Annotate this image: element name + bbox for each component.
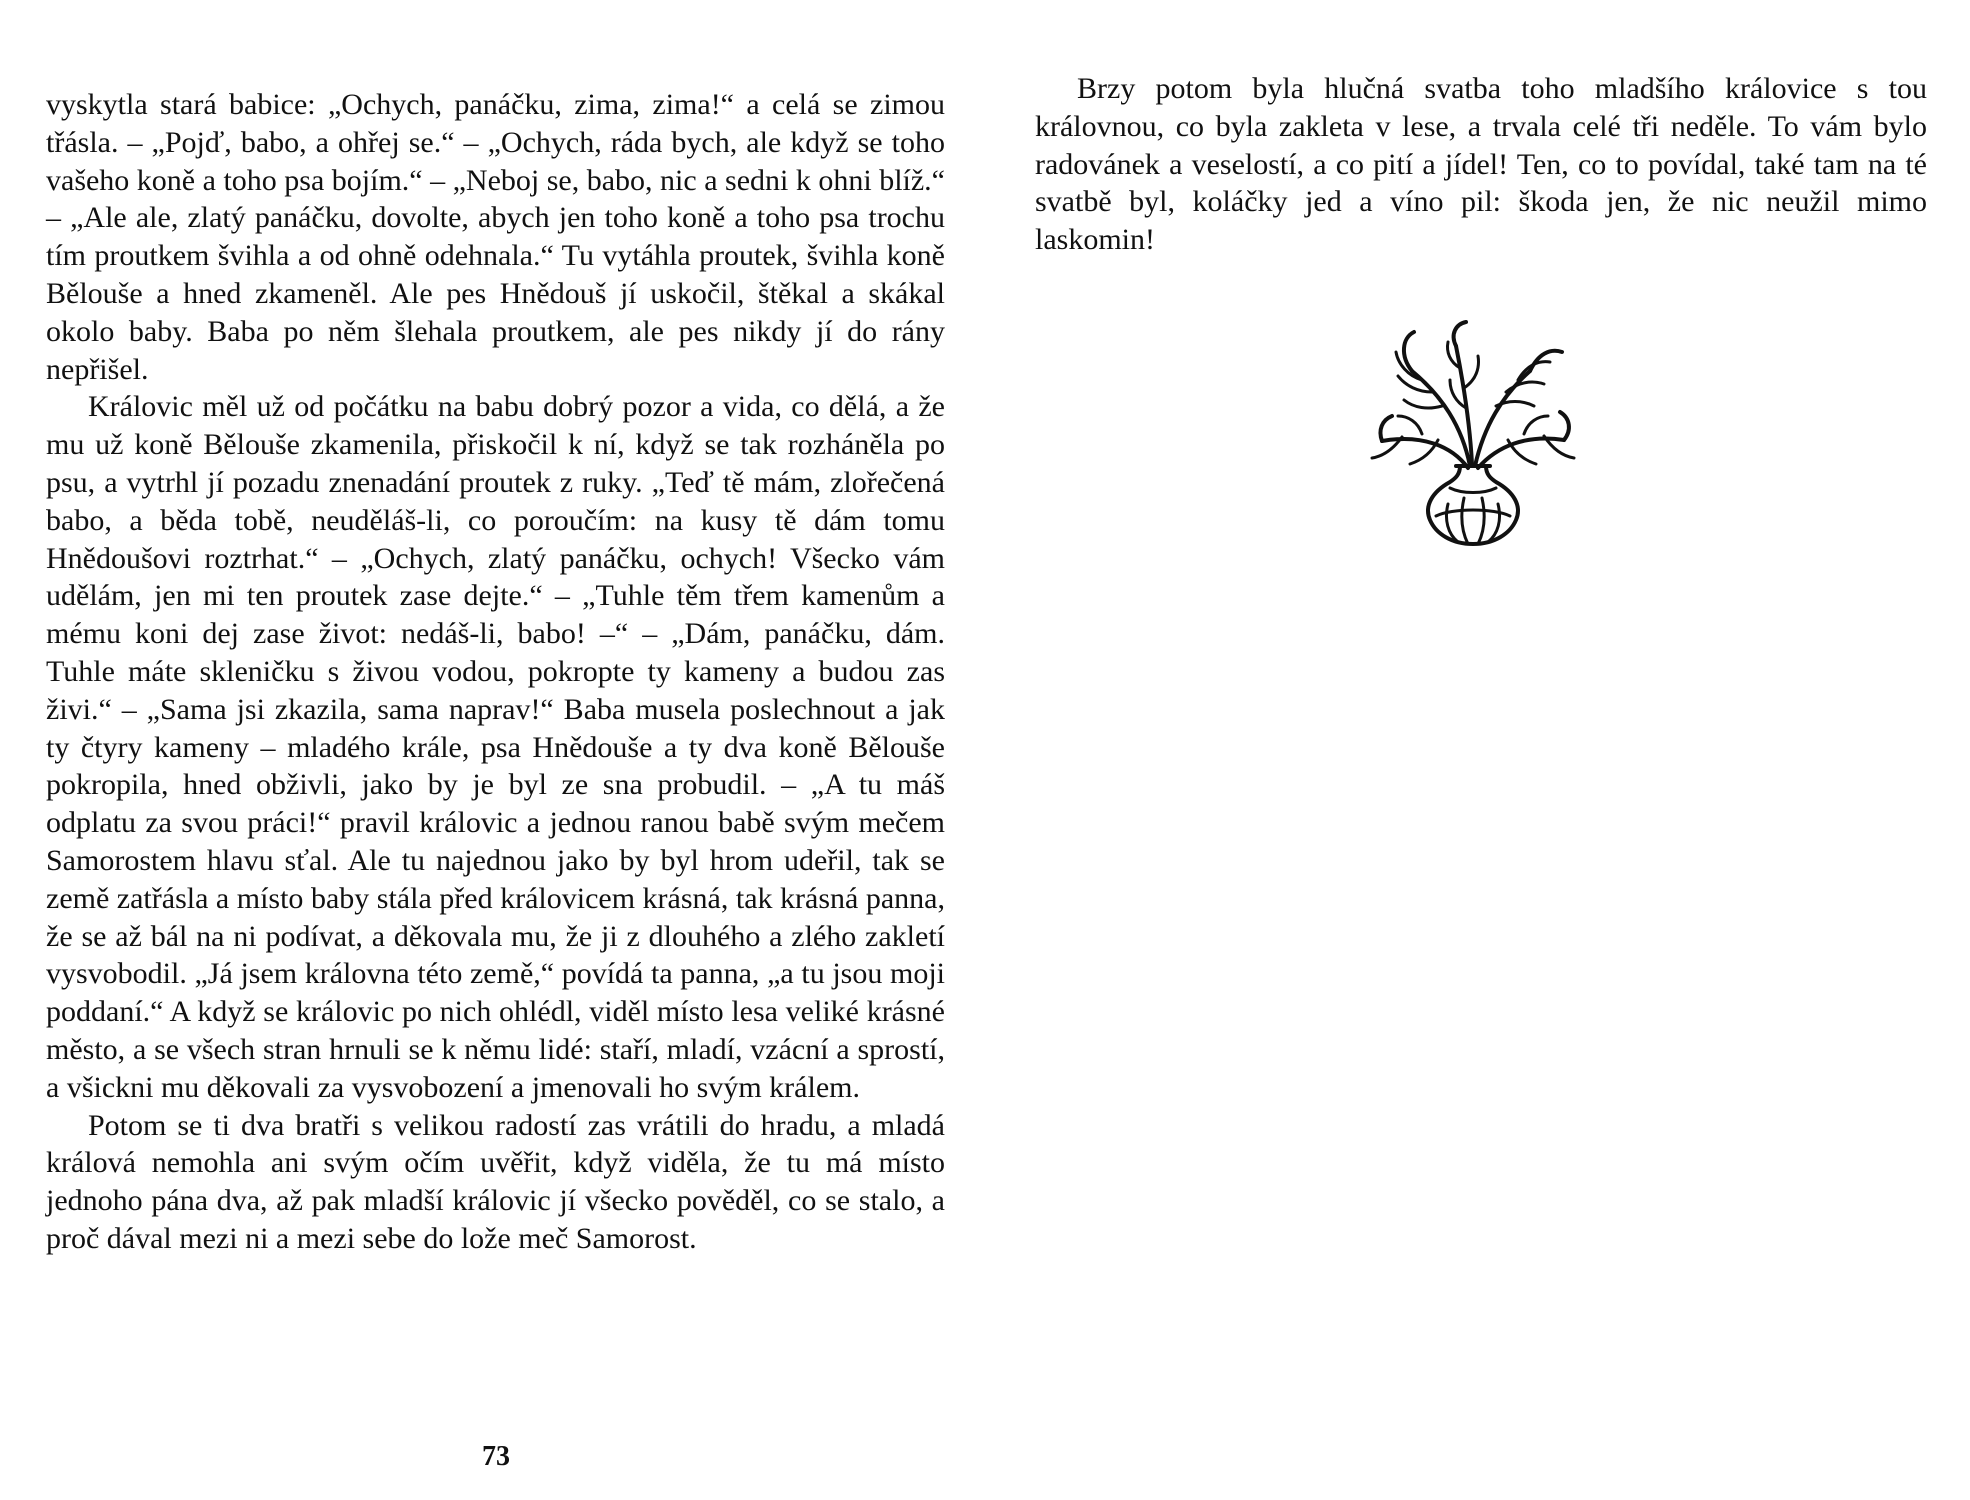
right-page <box>985 0 1970 1500</box>
right-page-text <box>1035 70 1927 259</box>
page-number: 73 <box>482 1441 510 1472</box>
left-page-text <box>46 86 945 1258</box>
vase-ornament-icon <box>1352 316 1592 556</box>
paragraph-1: vyskytla stará babice: „Ochych, panáčku, zima, zima!“ a celá se zimou třásla. – „Pojď, babo, a ohřej se.“ – „Ochych, ráda bych, ale když se toho vašeho koně a toho psa bojím.“ – „Neboj se, babo, nic a sedni k ohni blíž.“ – „Ale ale, zlatý panáčku, dovolte, abych jen toho koně a toho psa trochu tím proutkem švihla a od ohně odehnala.“ Tu vytáhla proutek, švihla koně Bělouše a hned zkameněl. Ale pes Hnědouš jí uskočil, štěkal a skákal okolo baby. Baba po něm šlehala proutkem, ale pes nikdy jí do rány nepřišel. <box>46 88 945 386</box>
paragraph-3: Potom se ti dva bratři s velikou radostí zas vrátili do hradu, a mladá králová nemohla ani svým očím uvěřit, když viděla, že tu má místo jednoho pána dva, až pak mladší královic jí všecko pověděl, co se stalo, a proč dával mezi ni a mezi sebe do lože meč Samorost. <box>46 1108 945 1255</box>
closing-paragraph: Brzy potom byla hlučná svatba toho mladšího královice s tou královnou, co byla zakleta v lese, a trvala celé tři neděle. To vám bylo radovánek a veselostí, a co pití a jídel! Ten, co to povídal, také tam na té svatbě byl, koláčky jed a víno pil: škoda jen, že nic neužil mimo laskomin! <box>1035 72 1927 257</box>
paragraph-2: Královic měl už od počátku na babu dobrý pozor a vida, co dělá, a že mu už koně Bělouše zkamenila, přiskočil k ní, když se tak rozháněla po psu, a vytrhl jí pozadu znenadání proutek z ruky. „Teď tě mám, zlořečená babo, a běda tobě, neuděláš-li, co poroučím: na kusy tě dám tomu Hnědoušovi roztrhat.“ – „Ochych, zlatý panáčku, ochych! Všecko vám udělám, jen mi ten proutek zase dejte.“ – „Tuhle těm třem kamenům a mému koni dej zase život: nedáš-li, babo! –“ – „Dám, panáčku, dám. Tuhle máte skleničku s živou vodou, pokropte ty kameny a budou zas živi.“ – „Sama jsi zkazila, sama naprav!“ Baba musela poslechnout a jak ty čtyry kameny – mladého krále, psa Hnědouše a ty dva koně Bělouše pokropila, hned obživli, jako by je byl ze sna probudil. – „A tu máš odplatu za svou práci!“ pravil královic a jednou ranou babě svým mečem Samorostem hlavu sťal. Ale tu najednou jako by byl hrom udeřil, tak se země zatřásla a místo baby stála před královicem krásná, tak krásná panna, že se až bál na ni podívat, a děkovala mu, že ji z dlouhého a zlého zakletí vysvobodil. „Já jsem královna této země,“ povídá ta panna, „a tu jsou moji poddaní.“ A když se královic po nich ohlédl, viděl místo lesa veliké krásné město, a se všech stran hrnuli se k němu lidé: staří, mladí, vzácní a sprostí, a všickni mu děkovali za vysvobození a jmenovali ho svým králem. <box>46 390 945 1104</box>
